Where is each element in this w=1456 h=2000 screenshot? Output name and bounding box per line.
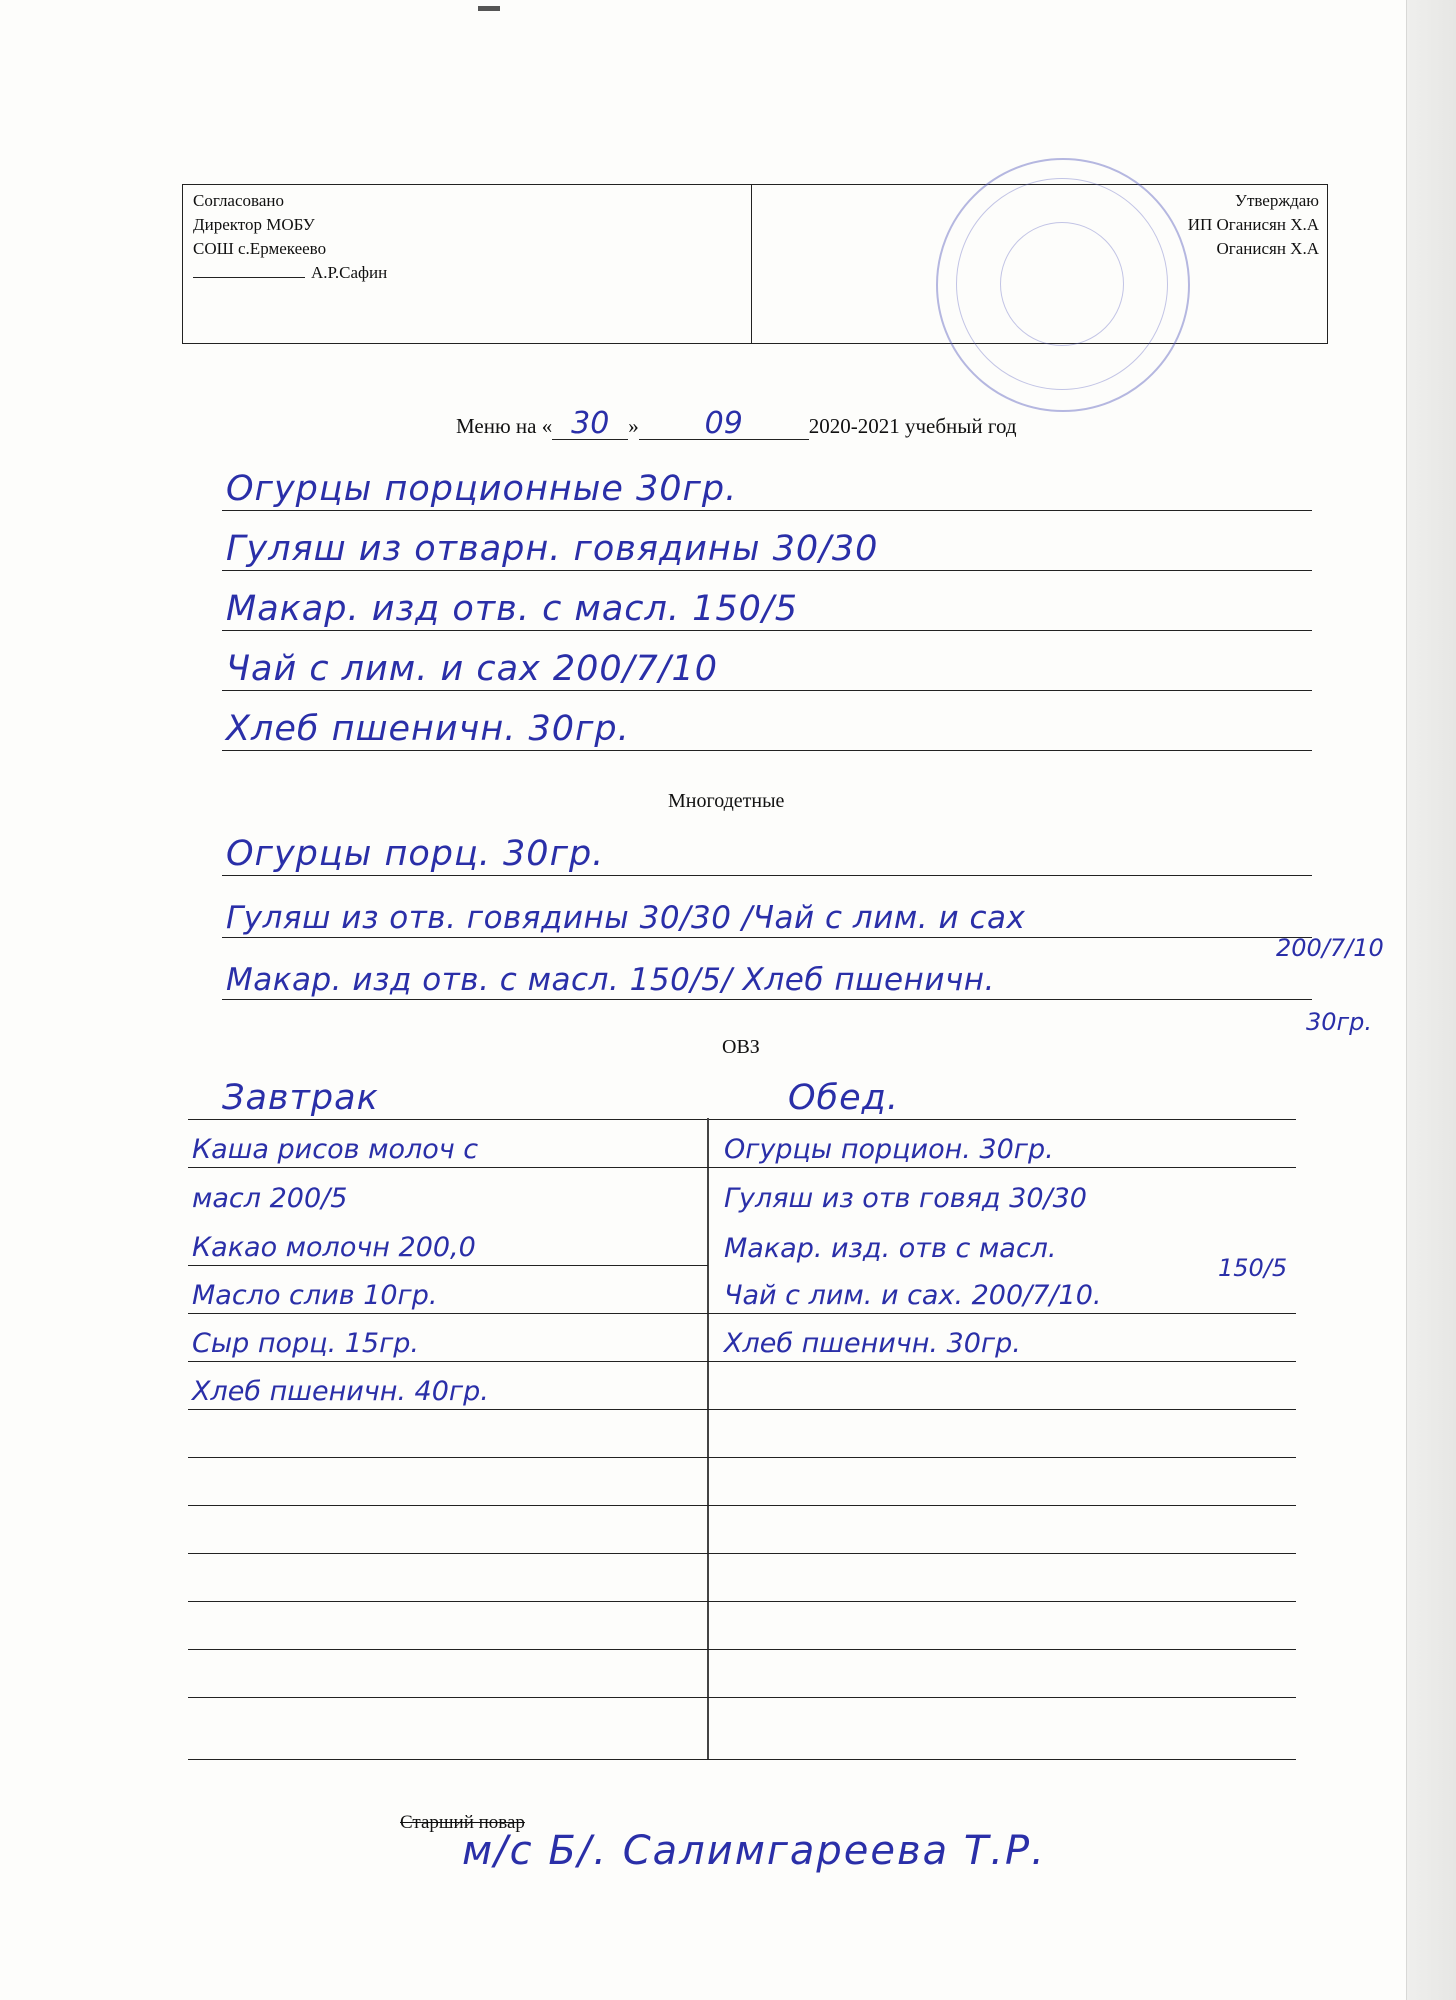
- lunch-line-4: Чай с лим. и сах. 200/7/10.: [708, 1266, 1296, 1314]
- lunch-line-1: Огурцы порцион. 30гр.: [708, 1120, 1296, 1168]
- agreed-label: Согласовано: [193, 191, 284, 210]
- breakfast-line-1: Каша рисов молоч с: [188, 1120, 708, 1168]
- lunch-note: 150/5: [1218, 1254, 1288, 1282]
- large-families-line-2: Гуляш из отв. говядины 30/30 /Чай с лим. и сах: [222, 890, 1312, 938]
- approval-left: [183, 185, 752, 343]
- breakfast-line-6: Хлеб пшеничн. 40гр.: [188, 1362, 708, 1410]
- title-mid: »: [628, 414, 639, 438]
- lunch-empty-line: [708, 1362, 1296, 1410]
- ip-label: ИП Оганисян Х.А: [1187, 215, 1319, 234]
- empty-line: [188, 1698, 1296, 1760]
- large-families-line-3: Макар. изд отв. с масл. 150/5/ Хлеб пшеничн.: [222, 952, 1312, 1000]
- title-suffix: 2020-2021 учебный год: [808, 414, 1017, 438]
- page-edge: [1406, 0, 1456, 2000]
- menu-line-4: Чай с лим. и сах 200/7/10: [222, 643, 1312, 691]
- lunch-line-2: Гуляш из отв говяд 30/30: [724, 1183, 1087, 1214]
- lunch-header: Обед.: [708, 1072, 1296, 1120]
- day-value: 30: [571, 406, 610, 441]
- large-families-line-1: Огурцы порц. 30гр.: [222, 828, 1312, 876]
- senior-cook-label: Старший повар: [400, 1812, 525, 1833]
- round-stamp: [936, 158, 1190, 412]
- month-value: 09: [704, 406, 743, 441]
- day-blank: [552, 406, 628, 441]
- empty-line: [188, 1458, 1296, 1506]
- director-sign-line: [193, 261, 741, 285]
- sign-blank: [193, 261, 305, 278]
- menu-line-5: Хлеб пшеничн. 30гр.: [222, 703, 1312, 751]
- breakfast-line-4: Масло слив 10гр.: [188, 1266, 708, 1314]
- menu-line-1: Огурцы порционные 30гр.: [222, 463, 1312, 511]
- lunch-line-3: Макар. изд. отв с масл.: [724, 1233, 1057, 1264]
- breakfast-line-2: масл 200/5: [192, 1183, 348, 1214]
- director-label: Директор МОБУ: [193, 215, 315, 234]
- section-title-large-families: Многодетные: [668, 790, 785, 812]
- title-prefix: Меню на «: [456, 414, 553, 438]
- large-families-note-2: 30гр.: [1306, 1008, 1373, 1036]
- approve-label: Утверждаю: [1234, 191, 1319, 210]
- section-title-ovz: ОВЗ: [722, 1036, 760, 1058]
- empty-line: [188, 1410, 1296, 1458]
- breakfast-line-3: Какао молочн 200,0: [188, 1218, 708, 1266]
- breakfast-header: Завтрак: [188, 1072, 708, 1120]
- cook-signature: м/с Б/. Салимгареева Т.Р.: [462, 1828, 1046, 1874]
- menu-title: [456, 406, 1017, 441]
- large-families-note-1: 200/7/10: [1276, 934, 1384, 962]
- ip-name: Оганисян Х.А: [1216, 239, 1319, 258]
- empty-line: [188, 1506, 1296, 1554]
- lunch-line-5: Хлеб пшеничн. 30гр.: [708, 1314, 1296, 1362]
- month-blank: [639, 406, 809, 441]
- empty-line: [188, 1650, 1296, 1698]
- empty-line: [188, 1602, 1296, 1650]
- empty-line: [188, 1554, 1296, 1602]
- menu-line-3: Макар. изд отв. с масл. 150/5: [222, 583, 1312, 631]
- menu-line-2: Гуляш из отварн. говядины 30/30: [222, 523, 1312, 571]
- director-name: А.Р.Сафин: [311, 263, 388, 282]
- school-label: СОШ с.Ермекеево: [193, 239, 327, 258]
- breakfast-line-5: Сыр порц. 15гр.: [188, 1314, 708, 1362]
- scan-mark: [478, 6, 500, 11]
